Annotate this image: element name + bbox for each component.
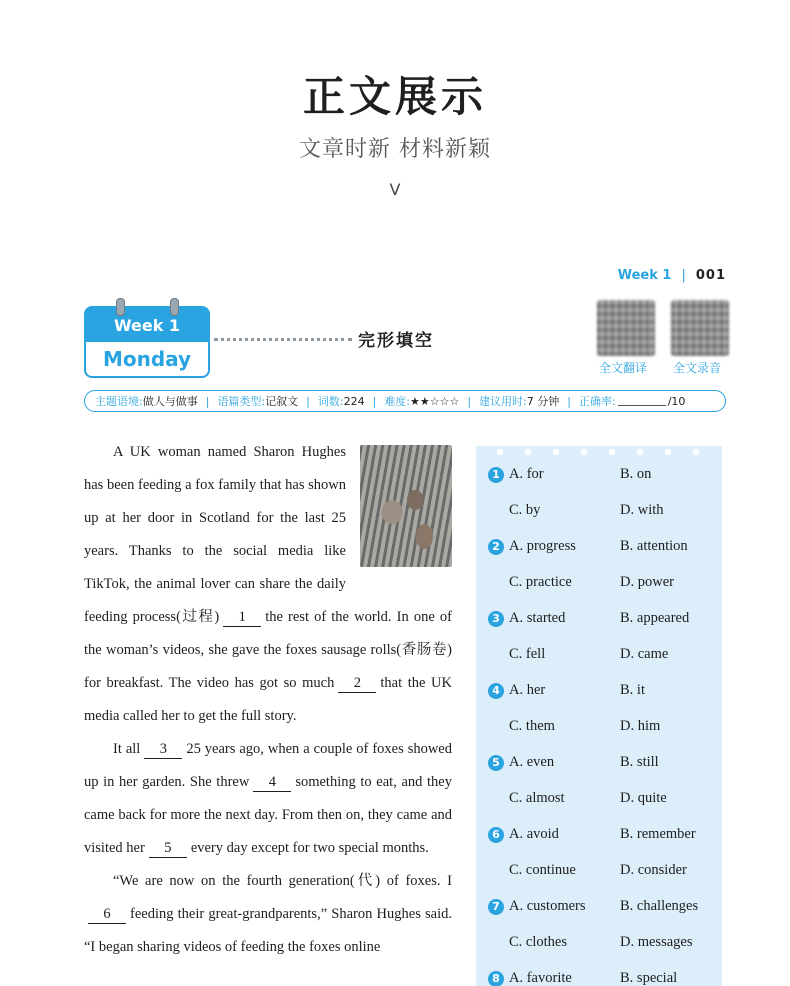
question-number-badge: 2: [488, 539, 504, 555]
option-row: [476, 746, 722, 782]
fox-photo: [360, 445, 452, 567]
difficulty-key: 难度:: [384, 395, 411, 408]
section-type: 完形填空: [358, 331, 434, 351]
word-count-key: 词数:: [317, 395, 344, 408]
option-c[interactable]: C. clothes: [509, 934, 567, 950]
banner-title: [0, 64, 790, 124]
calendar-ring-icon: [116, 298, 125, 316]
difficulty-stars: ★★☆☆☆: [410, 394, 460, 408]
option-b[interactable]: B. special: [620, 970, 678, 986]
theme-key: 主题语境:: [95, 395, 143, 408]
paragraph-2: It all 3 25 years ago, when a couple of foxes showed up in her garden. She threw 4 something to eat, and they came back for more the next day. From then on, they came and visited her 5 every day except for two special months.: [84, 741, 452, 856]
paragraph-3: “We are now on the fourth generation(代) of foxes. I6 feeding their great-grandparents,” Sharon Hughes said. “I began sharing videos of feeding the foxes online: [84, 873, 452, 955]
paragraph-1: A UK woman named Sharon Hughes has been feeding a fox family that has shown up at her door in Scotland for the last 25 years. Thanks to the social media like TikTok, the animal lover can share the daily feeding process(过程) 1 the rest of the world. In one of the woman’s videos, she gave the foxes sausage rolls(香肠卷) for breakfast. The video has got so much 2 that the UK media called her to get the full story.: [84, 444, 452, 724]
option-c[interactable]: C. fell: [509, 646, 546, 662]
option-d[interactable]: D. consider: [620, 862, 687, 878]
option-row: [476, 854, 722, 890]
info-strip: 主题语境: 做人与做事 | 语篇类型: 记叙文 | 词数: 224 | 难度: ★★☆☆☆ | 建议用时: 7 分钟 | 正确率: /10: [84, 390, 726, 412]
time-key: 建议用时:: [479, 395, 527, 408]
option-a[interactable]: A. avoid: [509, 826, 559, 842]
option-row: [476, 566, 722, 602]
passage: [84, 436, 452, 964]
option-b[interactable]: B. challenges: [620, 898, 699, 914]
page-number: 001: [695, 268, 726, 283]
option-a[interactable]: A. for: [509, 466, 544, 482]
qr-code-audio[interactable]: [671, 300, 729, 356]
option-c[interactable]: C. practice: [509, 574, 572, 590]
time-value: 7 分钟: [526, 395, 560, 408]
genre-key: 语篇类型:: [217, 395, 266, 408]
option-row: [476, 530, 722, 566]
option-d[interactable]: D. him: [620, 718, 661, 734]
option-row: [476, 458, 722, 494]
blank-3[interactable]: 3: [144, 740, 182, 759]
option-b[interactable]: B. attention: [620, 538, 688, 554]
accuracy-total: /10: [667, 394, 686, 408]
header-week: Week 1: [617, 268, 672, 283]
option-row: [476, 494, 722, 530]
option-d[interactable]: D. with: [620, 502, 664, 518]
blank-2[interactable]: 2: [338, 674, 376, 693]
option-row: [476, 818, 722, 854]
option-c[interactable]: C. continue: [509, 862, 576, 878]
page-header: [618, 268, 726, 283]
banner-subtitle: 文章时新 材料新颖: [299, 137, 491, 162]
question-number-badge: 8: [488, 971, 504, 986]
badge-day: Monday: [84, 342, 210, 378]
theme-value: 做人与做事: [142, 395, 198, 408]
accuracy-key: 正确率:: [579, 395, 616, 408]
badge-week: Week 1: [84, 306, 210, 342]
option-d[interactable]: D. came: [620, 646, 669, 662]
blank-6[interactable]: 6: [88, 905, 126, 924]
banner-title-text: 正文展示: [293, 64, 497, 124]
question-number-badge: 4: [488, 683, 504, 699]
option-a[interactable]: A. her: [509, 682, 546, 698]
question-number-badge: 6: [488, 827, 504, 843]
accuracy-blank[interactable]: [618, 396, 666, 406]
option-row: [476, 782, 722, 818]
option-row: [476, 674, 722, 710]
option-c[interactable]: C. almost: [509, 790, 565, 806]
question-number-badge: 3: [488, 611, 504, 627]
question-number-badge: 1: [488, 467, 504, 483]
option-row: [476, 926, 722, 962]
option-row: [476, 710, 722, 746]
option-a[interactable]: A. progress: [509, 538, 576, 554]
qr-label-translation: 全文翻译: [599, 361, 648, 375]
header-divider: |: [681, 268, 686, 283]
genre-value: 记叙文: [265, 395, 299, 408]
option-d[interactable]: D. messages: [620, 934, 693, 950]
option-b[interactable]: B. it: [620, 682, 645, 698]
qr-code-translation[interactable]: [597, 300, 655, 356]
option-c[interactable]: C. by: [509, 502, 541, 518]
option-b[interactable]: B. on: [620, 466, 652, 482]
option-d[interactable]: D. power: [620, 574, 674, 590]
word-count-value: 224: [343, 394, 365, 408]
option-d[interactable]: D. quite: [620, 790, 667, 806]
option-c[interactable]: C. them: [509, 718, 555, 734]
options-panel: [476, 446, 722, 986]
option-row: [476, 638, 722, 674]
option-b[interactable]: B. appeared: [620, 610, 690, 626]
option-a[interactable]: A. even: [509, 754, 555, 770]
option-row: [476, 602, 722, 638]
option-a[interactable]: A. favorite: [509, 970, 572, 986]
question-number-badge: 5: [488, 755, 504, 771]
option-b[interactable]: B. still: [620, 754, 659, 770]
option-b[interactable]: B. remember: [620, 826, 696, 842]
dotted-divider: [214, 338, 352, 341]
calendar-ring-icon: [170, 298, 179, 316]
option-a[interactable]: A. customers: [509, 898, 586, 914]
option-a[interactable]: A. started: [509, 610, 566, 626]
qr-label-audio: 全文录音: [673, 361, 722, 375]
blank-1[interactable]: 1: [223, 608, 261, 627]
calendar-badge: [84, 306, 210, 376]
blank-4[interactable]: 4: [253, 773, 291, 792]
option-row: [476, 890, 722, 926]
chevron-down-icon: V: [389, 180, 401, 199]
binder-holes: [486, 446, 712, 458]
option-row: [476, 962, 722, 986]
question-number-badge: 7: [488, 899, 504, 915]
blank-5[interactable]: 5: [149, 839, 187, 858]
